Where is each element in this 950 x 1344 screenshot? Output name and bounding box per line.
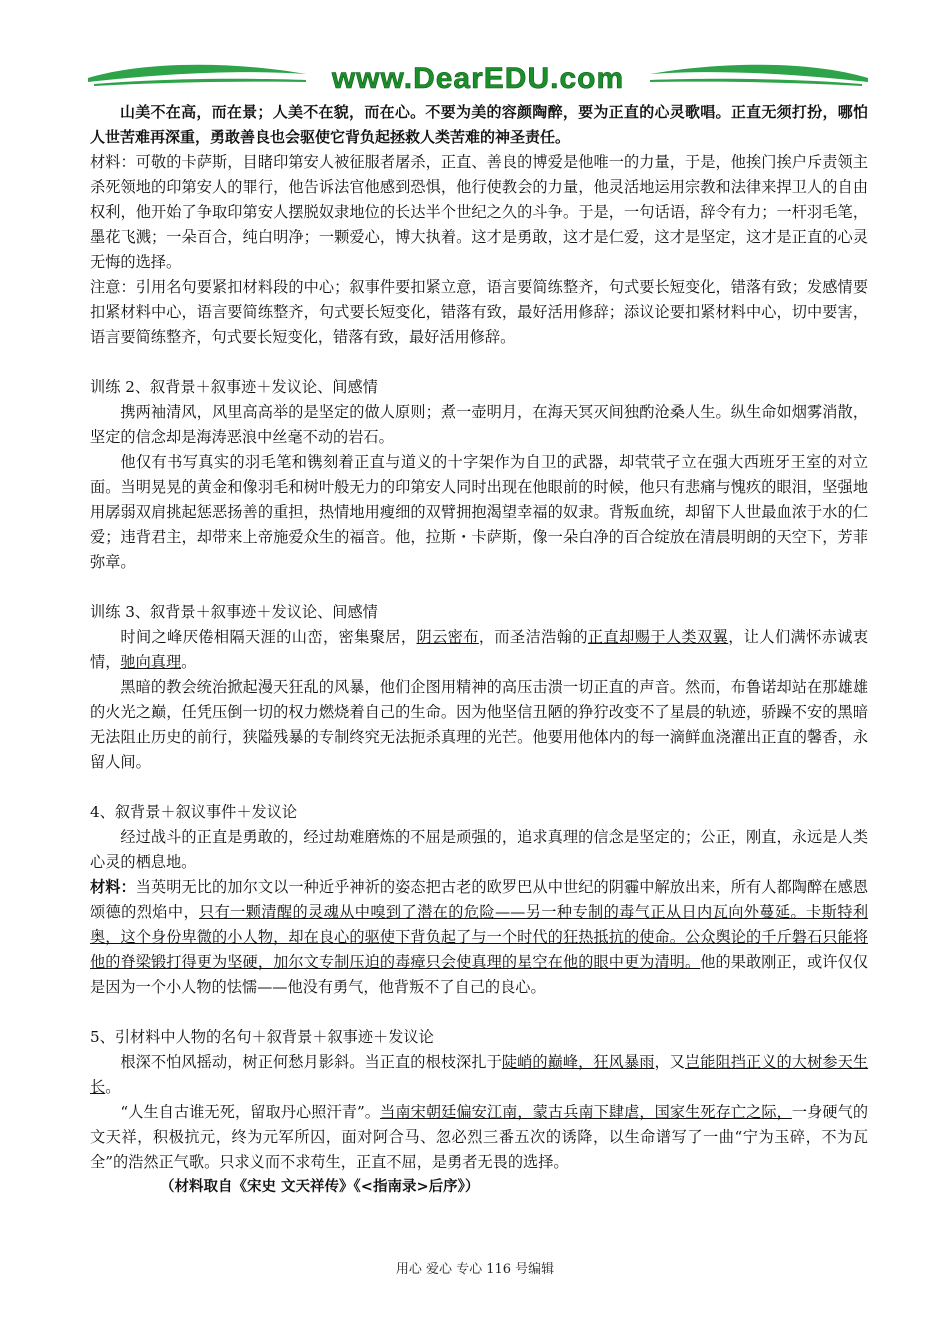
underlined-phrase: 驰向真理: [120, 653, 182, 671]
section-3-paragraph-2: 黑暗的教会统治掀起漫天狂乱的风暴，他们企图用精神的高压击溃一切正直的声音。然而，布鲁诺却站在那雄雄的火光之巅，任凭压倒一切的权力燃烧着自己的生命。因为他坚信丑陋的狰狞改变不了星晨的轨迹，骄躁不安的黑暗无法阻止历史的前行，狭隘残暴的专制终究无法扼杀真理的光芒。他要用他体内的每一滴鲜血浇灌出正直的馨香，永留人间。: [90, 678, 868, 771]
page-footer: 用心 爱心 专心 116 号编辑: [395, 1262, 555, 1277]
section-3-paragraph-1: 时间之峰厌倦相隔天涯的山峦，密集聚居，阴云密布，而圣洁浩翰的正直却赐于人类双翼，让人们满怀赤诚衷情，驰向真理。: [90, 628, 869, 671]
section-2-paragraph-2: 他仅有书写真实的羽毛笔和镌刻着正直与道义的十字架作为自卫的武器，却茕茕孑立在强大西班牙王室的对立面。当明晃晃的黄金和像羽毛和树叶般无力的印第安人同时出现在他眼前的时候，他只有悲痛与愧疚的眼泪，坚强地用孱弱双肩挑起惩恶扬善的重担，热情地用瘦细的双臂拥抱渴望幸福的奴隶。背叛血统，却留下人世最血浓于水的仁爱；违背君主，却带来上帝施爱众生的福音。他，拉斯・卡萨斯，像一朵白净的百合绽放在清晨明朗的天空下，芳菲弥章。: [90, 453, 868, 571]
section-5-title: 5、引材料中人物的名句＋叙背景＋叙事迹＋发议论: [90, 1028, 434, 1046]
underlined-phrase: 阴云密布: [416, 628, 479, 646]
site-banner: [88, 58, 868, 100]
right-swoosh-underline: [650, 79, 862, 86]
source-citation: （材料取自《宋史 文天祥传》《<指南录>后序》）: [160, 1179, 480, 1195]
intro-paragraph: 山美不在高，而在景；人美不在貌，而在心。不要为美的容颜陶醉，要为正直的心灵歌唱。正直无须打扮，哪怕人世苦难再深重，勇敢善良也会驱使它背负起拯救人类苦难的神圣责任。: [90, 103, 868, 146]
section-5-paragraph-1: 根深不怕风摇动，树正何愁月影斜。当正直的根枝深扎于陡峭的巅峰，狂风暴雨，又岂能阻挡正义的大树参天生长。: [90, 1053, 869, 1096]
material-label: 材料：: [90, 878, 136, 896]
underlined-passage: 只有一颗清醒的灵魂从中嗅到了潜在的危险——另一种专制的毒气正从日内瓦向外蔓延。卡斯特利奥，这个身份卑微的小人物，却在良心的驱使下背负起了与一个时代的狂热抵抗的使命。公众舆论的千斤磐石只能将他的脊梁锻打得更为坚硬，加尔文专制压迫的毒瘴只会使真理的星空在他的眼中更为清明。: [90, 903, 869, 971]
underlined-phrase: 陡峭的巅峰，狂风暴雨: [501, 1053, 655, 1071]
section-3-title: 训练 3、叙背景＋叙事迹＋发议论、间感情: [90, 603, 378, 621]
note-paragraph: 注意：引用名句要紧扣材料段的中心；叙事件要扣紧立意，语言要简练整齐，句式要长短变化，错落有致；发感情要扣紧材料中心，语言要简练整齐，句式要长短变化，错落有致，最好活用修辞；添议论要扣紧材料中心，切中要害，语言要简练整齐，句式要长短变化，错落有致，最好活用修辞。: [90, 278, 868, 346]
section-2-paragraph-1: 携两袖清风，风里高高举的是坚定的做人原则；煮一壶明月，在海天冥灭间独酌沧桑人生。纵生命如烟雾消散，坚定的信念却是海涛恶浪中丝毫不动的岩石。: [90, 403, 868, 446]
section-4-material-paragraph: 材料：当英明无比的加尔文以一种近乎神祈的姿态把古老的欧罗巴从中世纪的阴霾中解放出来，所有人都陶醉在感恩颂德的烈焰中，只有一颗清醒的灵魂从中嗅到了潜在的危险——另一种专制的毒气正从日内瓦向外蔓延。卡斯特利奥，这个身份卑微的小人物，却在良心的驱使下背负起了与一个时代的狂热抵抗的使命。公众舆论的千斤磐石只能将他的脊梁锻打得更为坚硬，加尔文专制压迫的毒瘴只会使真理的星空在他的眼中更为清明。他的果敢刚正，或许仅仅是因为一个小人物的怯懦——他没有勇气，他背叛不了自己的良心。: [90, 878, 869, 996]
left-swoosh-underline: [94, 79, 306, 86]
document-body: [90, 100, 868, 1200]
underlined-phrase: 岂能阻挡正义的大树参天生长: [90, 1053, 869, 1096]
section-4-paragraph-1: 经过战斗的正直是勇敢的，经过劫难磨炼的不屈是顽强的，追求真理的信念是坚定的；公正，刚直，永远是人类心灵的栖息地。: [90, 828, 868, 871]
material-paragraph: 材料：可敬的卡萨斯，目睹印第安人被征服者屠杀，正直、善良的博爱是他唯一的力量，于是，他挨门挨户斥责领主杀死领地的印第安人的罪行，他告诉法官他感到恐惧，他行使教会的力量，他灵活地运用宗教和法律来捍卫人的自由权利，他开始了争取印第安人摆脱奴隶地位的长达半个世纪之久的斗争。于是，一句话语，辞令有力；一杆羽毛笔，墨花飞溅；一朵百合，纯白明净；一颗爱心，博大执着。这才是勇敢，这才是仁爱，这才是坚定，这才是正直的心灵无悔的选择。: [90, 153, 868, 271]
underlined-phrase: 当南宋朝廷偏安江南，蒙古兵南下肆虐，国家生死存亡之际，: [380, 1103, 792, 1121]
section-2-title: 训练 2、叙背景＋叙事迹＋发议论、间感情: [90, 378, 378, 396]
site-logo-text: www.DearEDU.com: [331, 62, 625, 95]
section-5-paragraph-2: “人生自古谁无死，留取丹心照汗青”。当南宋朝廷偏安江南，蒙古兵南下肆虐，国家生死存亡之际，一身硬气的文天祥，积极抗元，终为元军所囚，面对阿合马、忽必烈三番五次的诱降，以生命谱写了一曲“宁为玉碎，不为瓦全”的浩然正气歌。只求义而不求苟生，正直不屈，是勇者无畏的选择。: [90, 1103, 869, 1171]
section-4-title: 4、叙背景＋叙议事件＋发议论: [90, 803, 298, 821]
underlined-phrase: 正直却赐于人类双翼: [587, 628, 729, 646]
